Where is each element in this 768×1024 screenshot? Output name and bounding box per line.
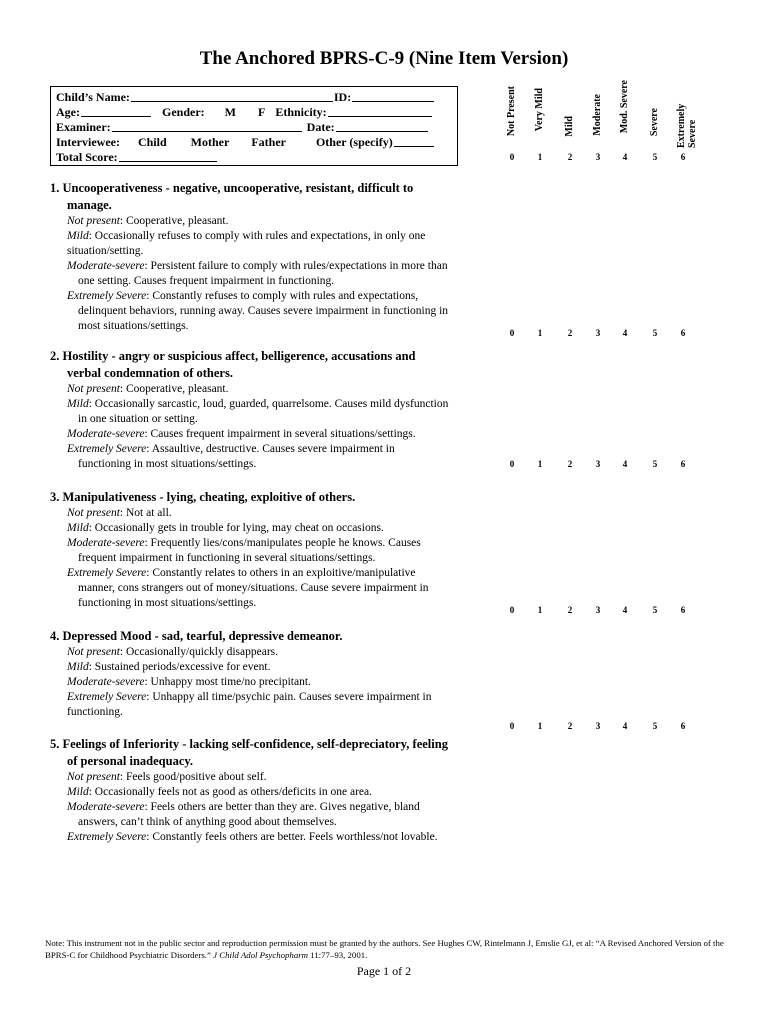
age-field[interactable] xyxy=(81,105,151,117)
scale-label-extremely-severe: Extremely Severe xyxy=(676,103,698,148)
scale-number-1: 1 xyxy=(537,152,543,162)
score-option-6[interactable]: 6 xyxy=(680,721,686,731)
item-manipulativeness xyxy=(50,489,450,611)
score-option-4[interactable]: 4 xyxy=(622,721,628,731)
scale-number-row xyxy=(0,152,768,164)
anchor-mild: Mild: Occasionally feels not as good as others/deficits in one area. xyxy=(67,786,372,798)
examiner-label: Examiner: xyxy=(56,120,111,134)
item-uncooperativeness xyxy=(50,180,450,334)
score-option-3[interactable]: 3 xyxy=(595,459,601,469)
anchor-mild: Mild: Occasionally refuses to comply with rules and expectations, in only one situation/setting. xyxy=(67,230,426,257)
scale-number-6: 6 xyxy=(680,152,686,162)
anchor-not-present: Not present: Cooperative, pleasant. xyxy=(67,383,229,395)
id-field[interactable] xyxy=(352,90,434,102)
score-option-6[interactable]: 6 xyxy=(680,459,686,469)
gender-f-option[interactable]: F xyxy=(257,105,266,119)
anchor-not-present: Not present: Occasionally/quickly disappears. xyxy=(67,646,279,658)
score-option-2[interactable]: 2 xyxy=(567,605,573,615)
score-option-5[interactable]: 5 xyxy=(652,721,658,731)
anchor-moderate-severe: Moderate-severe: Feels others are better than they are. Gives negative, bland answers, can’t think of anything good about themselves. xyxy=(67,801,420,828)
item-hostility xyxy=(50,348,450,472)
anchor-moderate-severe: Moderate-severe: Persistent failure to comply with rules/expectations in more than one setting. Causes frequent impairment in functioning. xyxy=(67,260,448,287)
item-heading: 5. Feelings of Inferiority - lacking self-confidence, self-depreciatory, feeling of personal inadequacy. xyxy=(50,737,448,768)
anchor-extremely-severe: Extremely Severe: Assaultive, destructive. Causes severe impairment in functioning in most situations/settings. xyxy=(67,443,395,470)
anchor-extremely-severe: Extremely Severe: Constantly feels others are better. Feels worthless/not lovable. xyxy=(67,831,438,843)
date-field[interactable] xyxy=(336,120,428,132)
anchor-extremely-severe: Extremely Severe: Unhappy all time/psychic pain. Causes severe impairment in functioning. xyxy=(67,691,432,718)
scale-number-5: 5 xyxy=(652,152,658,162)
info-line-name xyxy=(56,90,457,105)
score-option-0[interactable]: 0 xyxy=(509,721,515,731)
score-option-1[interactable]: 1 xyxy=(537,721,543,731)
age-label: Age: xyxy=(56,105,80,119)
anchor-extremely-severe: Extremely Severe: Constantly relates to others in an exploitive/manipulative manner, cons strangers out of money/situations. Cause severe impairment in functioning in most situations/settings. xyxy=(67,567,429,609)
score-option-2[interactable]: 2 xyxy=(567,459,573,469)
scale-number-4: 4 xyxy=(622,152,628,162)
score-option-3[interactable]: 3 xyxy=(595,328,601,338)
score-row-item-1 xyxy=(0,328,768,340)
item-feelings-of-inferiority xyxy=(50,736,450,845)
scale-label-mild: Mild xyxy=(564,116,575,137)
info-line-interviewee xyxy=(56,135,457,150)
examiner-field[interactable] xyxy=(112,120,302,132)
gender-label: Gender: xyxy=(162,105,205,119)
anchor-not-present: Not present: Feels good/positive about self. xyxy=(67,771,267,783)
item-heading: 2. Hostility - angry or suspicious affect, belligerence, accusations and verbal condemnation of others. xyxy=(50,349,416,380)
scale-label-not-present: Not Present xyxy=(506,86,517,137)
interviewee-label: Interviewee: xyxy=(56,135,120,149)
childs-name-label: Child’s Name: xyxy=(56,90,130,104)
item-heading: 1. Uncooperativeness - negative, uncooperative, resistant, difficult to manage. xyxy=(50,181,414,212)
score-option-1[interactable]: 1 xyxy=(537,328,543,338)
score-option-0[interactable]: 0 xyxy=(509,605,515,615)
score-option-4[interactable]: 4 xyxy=(622,605,628,615)
anchor-not-present: Not present: Cooperative, pleasant. xyxy=(67,215,229,227)
ethnicity-label: Ethnicity: xyxy=(275,105,327,119)
score-option-3[interactable]: 3 xyxy=(595,721,601,731)
score-option-6[interactable]: 6 xyxy=(680,328,686,338)
score-row-item-4 xyxy=(0,721,768,733)
anchor-extremely-severe: Extremely Severe: Constantly refuses to comply with rules and expectations, delinquent behaviors, running away. Causes severe impairment in functioning in most situations/settings. xyxy=(67,290,449,332)
score-option-2[interactable]: 2 xyxy=(567,721,573,731)
footnote: Note: This instrument not in the public sector and reproduction permission must be granted by the authors. See Hughes CW, Rintelmann J, Emslie GJ, et al: “A Revised Anchored Version of the BPRS-C for Childhood Psychiatric Disorders.” J Child Adol Psychopharm 11:77–93, 2001. xyxy=(45,938,724,960)
score-option-2[interactable]: 2 xyxy=(567,328,573,338)
score-option-3[interactable]: 3 xyxy=(595,605,601,615)
info-line-examiner xyxy=(56,120,457,135)
interviewee-child-option[interactable]: Child xyxy=(137,135,167,149)
scale-number-2: 2 xyxy=(567,152,573,162)
total-score-label: Total Score: xyxy=(56,150,118,164)
anchor-not-present: Not present: Not at all. xyxy=(67,507,172,519)
anchor-moderate-severe: Moderate-severe: Unhappy most time/no precipitant. xyxy=(67,676,311,688)
score-option-6[interactable]: 6 xyxy=(680,605,686,615)
anchor-mild: Mild: Sustained periods/excessive for event. xyxy=(67,661,271,673)
score-option-4[interactable]: 4 xyxy=(622,459,628,469)
date-label: Date: xyxy=(306,120,335,134)
interviewee-mother-option[interactable]: Mother xyxy=(190,135,230,149)
interviewee-father-option[interactable]: Father xyxy=(251,135,286,149)
anchor-moderate-severe: Moderate-severe: Causes frequent impairment in several situations/settings. xyxy=(67,428,416,440)
score-option-5[interactable]: 5 xyxy=(652,328,658,338)
gender-m-option[interactable]: M xyxy=(224,105,236,119)
score-option-5[interactable]: 5 xyxy=(652,605,658,615)
score-option-0[interactable]: 0 xyxy=(509,328,515,338)
score-option-1[interactable]: 1 xyxy=(537,459,543,469)
scale-label-severe: Severe xyxy=(649,108,660,137)
anchor-mild: Mild: Occasionally gets in trouble for lying, may cheat on occasions. xyxy=(67,522,384,534)
score-option-0[interactable]: 0 xyxy=(509,459,515,469)
page-title: The Anchored BPRS-C-9 (Nine Item Version) xyxy=(199,48,569,69)
anchor-moderate-severe: Moderate-severe: Frequently lies/cons/manipulates people he knows. Causes frequent impairment in functioning in several situations/settings. xyxy=(67,537,421,564)
item-heading: 3. Manipulativeness - lying, cheating, exploitive of others. xyxy=(50,490,356,504)
scale-label-moderate: Moderate xyxy=(592,94,603,136)
ethnicity-field[interactable] xyxy=(328,105,432,117)
scale-number-0: 0 xyxy=(509,152,515,162)
childs-name-field[interactable] xyxy=(131,90,333,102)
scale-label-very-mild: Very Mild xyxy=(534,88,545,132)
scale-label-mod-severe: Mod. Severe xyxy=(619,80,630,134)
score-option-5[interactable]: 5 xyxy=(652,459,658,469)
item-depressed-mood xyxy=(50,628,450,720)
anchor-mild: Mild: Occasionally sarcastic, loud, guarded, quarrelsome. Causes mild dysfunction in one situation or setting. xyxy=(67,398,449,425)
page-number: Page 1 of 2 xyxy=(356,964,412,978)
score-row-item-2 xyxy=(0,459,768,471)
id-label: ID: xyxy=(333,90,352,104)
interviewee-other-field[interactable] xyxy=(394,135,434,147)
score-row-item-3 xyxy=(0,605,768,617)
score-option-4[interactable]: 4 xyxy=(622,328,628,338)
score-option-1[interactable]: 1 xyxy=(537,605,543,615)
info-line-age xyxy=(56,105,457,120)
item-heading: 4. Depressed Mood - sad, tearful, depressive demeanor. xyxy=(50,629,343,643)
interviewee-other-option[interactable]: Other (specify) xyxy=(315,135,393,149)
scale-number-3: 3 xyxy=(595,152,601,162)
